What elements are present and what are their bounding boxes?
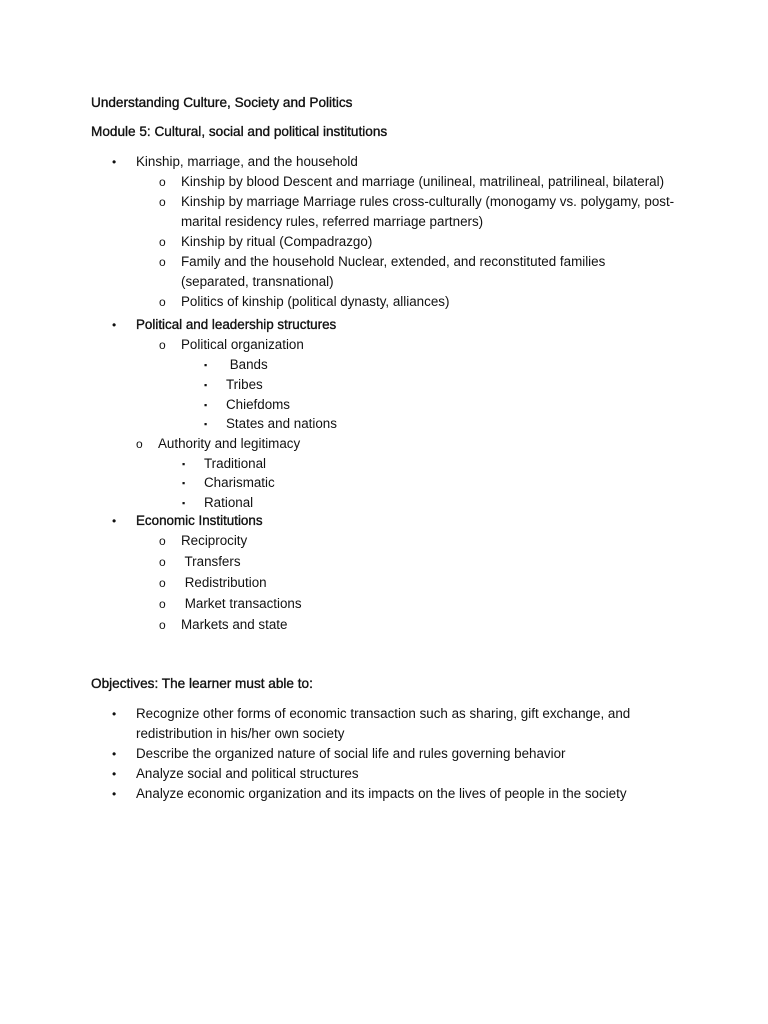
list-item bbox=[91, 454, 756, 474]
list-item bbox=[91, 615, 711, 635]
org-item: States and nations bbox=[226, 416, 337, 431]
list-item bbox=[91, 704, 666, 744]
bullet-circle-icon: o bbox=[159, 555, 166, 569]
bullet-dot-icon: • bbox=[112, 767, 117, 781]
list-item bbox=[91, 493, 756, 513]
list-item bbox=[91, 252, 711, 292]
bullet-square-icon: ▪ bbox=[204, 380, 208, 390]
list-item bbox=[91, 172, 711, 192]
authority-item: Traditional bbox=[204, 456, 267, 471]
kinship-section bbox=[91, 152, 711, 312]
list-item bbox=[91, 152, 711, 172]
list-item bbox=[91, 395, 756, 415]
list-item bbox=[91, 355, 756, 375]
economic-heading: Economic Institutions bbox=[136, 513, 263, 528]
political-section bbox=[91, 315, 756, 513]
bullet-circle-icon: o bbox=[159, 195, 166, 209]
list-item bbox=[91, 375, 756, 395]
authority-label: Authority and legitimacy bbox=[158, 436, 301, 451]
bullet-circle-icon: o bbox=[159, 534, 166, 548]
bullet-circle-icon: o bbox=[159, 618, 166, 632]
authority-item: Charismatic bbox=[204, 475, 275, 490]
economic-item: Transfers bbox=[181, 554, 241, 569]
bullet-square-icon: ▪ bbox=[182, 459, 186, 469]
list-item bbox=[91, 784, 666, 804]
bullet-dot-icon: • bbox=[112, 318, 117, 332]
kinship-item: Politics of kinship (political dynasty, alliances) bbox=[181, 294, 450, 309]
list-item bbox=[91, 573, 711, 593]
bullet-circle-icon: o bbox=[159, 338, 166, 352]
bullet-dot-icon: • bbox=[112, 747, 117, 761]
bullet-square-icon: ▪ bbox=[204, 400, 208, 410]
list-item bbox=[91, 531, 711, 551]
list-item bbox=[91, 744, 666, 764]
bullet-square-icon: ▪ bbox=[204, 419, 208, 429]
bullet-dot-icon: • bbox=[112, 514, 117, 528]
kinship-item: Kinship by marriage Marriage rules cross-culturally (monogamy vs. polygamy, post-marital residency rules, referred marriage partners) bbox=[181, 194, 675, 229]
kinship-item: Family and the household Nuclear, extended, and reconstituted families (separated, transnational) bbox=[181, 254, 606, 289]
list-item bbox=[91, 511, 711, 531]
kinship-item: Kinship by blood Descent and marriage (unilineal, matrilineal, patrilineal, bilateral) bbox=[181, 174, 665, 189]
bullet-square-icon: ▪ bbox=[204, 360, 208, 370]
list-item bbox=[91, 315, 756, 335]
bullet-dot-icon: • bbox=[112, 787, 117, 801]
list-item bbox=[91, 292, 711, 312]
list-item bbox=[91, 232, 711, 252]
objective-item: Describe the organized nature of social life and rules governing behavior bbox=[136, 746, 566, 761]
bullet-dot-icon: • bbox=[112, 155, 117, 169]
bullet-dot-icon: • bbox=[112, 707, 117, 721]
authority-item: Rational bbox=[204, 495, 254, 510]
objectives-list bbox=[91, 704, 666, 804]
bullet-circle-icon: o bbox=[159, 295, 166, 309]
list-item bbox=[91, 552, 711, 572]
bullet-circle-icon: o bbox=[136, 437, 143, 451]
bullet-square-icon: ▪ bbox=[182, 478, 186, 488]
bullet-circle-icon: o bbox=[159, 597, 166, 611]
list-item bbox=[91, 192, 711, 232]
list-item bbox=[91, 764, 666, 784]
org-item: Chiefdoms bbox=[226, 397, 291, 412]
objective-item: Recognize other forms of economic transaction such as sharing, gift exchange, and redistribution in his/her own society bbox=[136, 706, 631, 741]
economic-item: Market transactions bbox=[181, 596, 302, 611]
objective-item: Analyze economic organization and its impacts on the lives of people in the society bbox=[136, 786, 627, 801]
political-organization-label: Political organization bbox=[181, 337, 304, 352]
economic-item: Redistribution bbox=[181, 575, 267, 590]
kinship-heading: Kinship, marriage, and the household bbox=[136, 154, 358, 169]
bullet-circle-icon: o bbox=[159, 255, 166, 269]
list-item bbox=[91, 594, 711, 614]
bullet-square-icon: ▪ bbox=[182, 498, 186, 508]
bullet-circle-icon: o bbox=[159, 576, 166, 590]
list-item bbox=[91, 434, 756, 454]
document-title: Understanding Culture, Society and Politics bbox=[91, 95, 353, 110]
org-item: Tribes bbox=[226, 377, 263, 392]
objective-item: Analyze social and political structures bbox=[136, 766, 359, 781]
economic-item: Markets and state bbox=[181, 617, 288, 632]
economic-section bbox=[91, 511, 711, 635]
bullet-circle-icon: o bbox=[159, 175, 166, 189]
list-item bbox=[91, 414, 756, 434]
bullet-circle-icon: o bbox=[159, 235, 166, 249]
kinship-item: Kinship by ritual (Compadrazgo) bbox=[181, 234, 373, 249]
political-heading: Political and leadership structures bbox=[136, 317, 337, 332]
economic-item: Reciprocity bbox=[181, 533, 248, 548]
list-item bbox=[91, 335, 756, 355]
module-title: Module 5: Cultural, social and political institutions bbox=[91, 124, 388, 139]
org-item: Bands bbox=[226, 357, 268, 372]
list-item bbox=[91, 473, 756, 493]
objectives-title: Objectives: The learner must able to: bbox=[91, 676, 313, 691]
